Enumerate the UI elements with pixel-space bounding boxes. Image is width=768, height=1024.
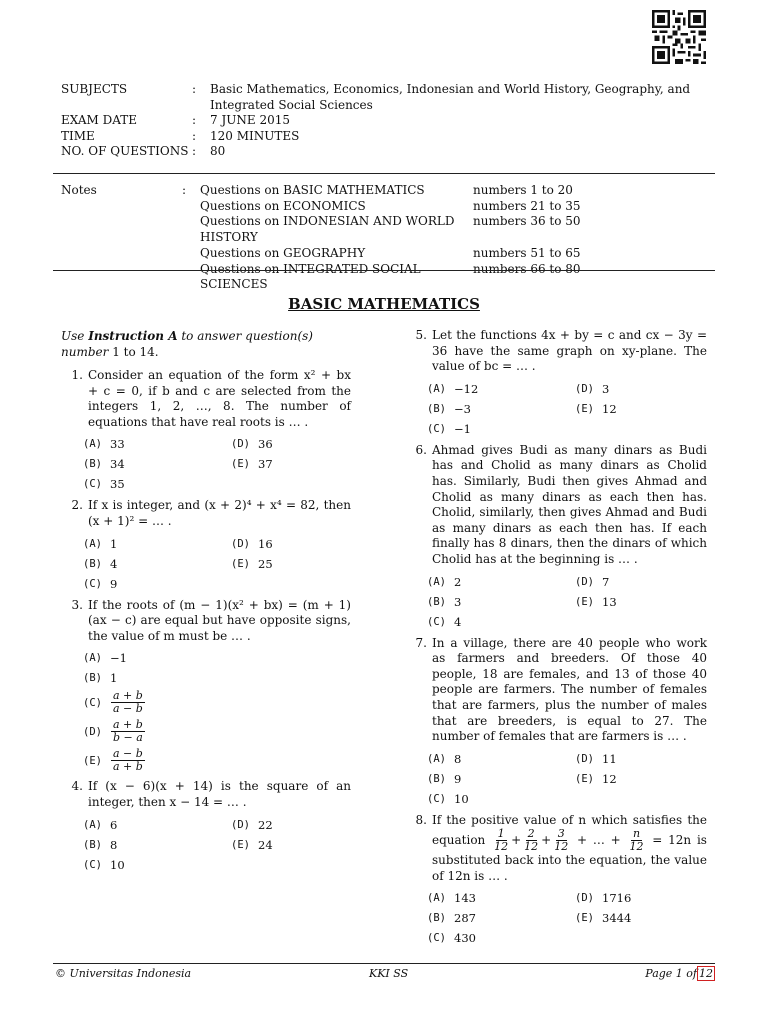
header-label: TIME [61, 128, 95, 143]
question-1: 1. Consider an equation of the form x² + bx + c = 0, if b and c are selected from the integers 1, 2, …, 8. The number of equations that have real roots is … . [71, 368, 351, 429]
footer-copyright: © Universitas Indonesia [55, 967, 192, 980]
option[interactable]: (C) 10 [427, 791, 469, 806]
option[interactable]: (A) 1 [83, 536, 118, 551]
question-5: 5. Let the functions 4x + by = c and cx − 3y = 36 have the same graph on xy-plane. The value of bc = … . [415, 328, 707, 374]
option[interactable]: (E) 24 [231, 837, 273, 852]
option[interactable]: (B) 4 [83, 556, 118, 571]
options-q4 [83, 817, 351, 873]
option[interactable]: (E) $\frac{a - b}{a + b}$ [83, 747, 143, 774]
option[interactable]: (E) 12 [575, 401, 617, 416]
options-q1 [83, 436, 351, 492]
options-q8 [427, 890, 707, 946]
options-q7 [427, 751, 707, 807]
option[interactable]: (B) 9 [427, 771, 462, 786]
header-value: 80 [210, 144, 226, 158]
option[interactable]: (D) 36 [231, 437, 273, 452]
option[interactable]: (B) −3 [427, 401, 471, 416]
options-q5 [427, 381, 707, 437]
option[interactable]: (D) 3 [575, 381, 610, 396]
options-q6 [427, 574, 707, 630]
question-6: 6. Ahmad gives Budi as many dinars as Budi has and Cholid as many dinars as Cholid has. Similarly, Budi then gives Ahmad and Cholid as many dinars as each then has. Cholid, similarly, then gives Ahmad and Budi as many dinars as each then has. If each finally has 8 dinars, then the dinars of which Cholid has at the beginning is … . [415, 442, 707, 566]
header-value: 120 MINUTES [210, 128, 300, 143]
option[interactable]: (B) 34 [83, 457, 125, 472]
footer-divider [53, 963, 715, 964]
option[interactable]: (E) 37 [231, 457, 273, 472]
question-3: 3. If the roots of (m − 1)(x² + bx) = (m + 1)(ax − c) are equal but have opposite signs, the value of m must be … . [71, 597, 351, 643]
option[interactable]: (C) −1 [427, 421, 471, 436]
left-column [61, 328, 351, 879]
option[interactable]: (D) 22 [231, 817, 273, 832]
option[interactable]: (C) 9 [83, 576, 118, 591]
option[interactable]: (C) $\frac{a + b}{a - b}$ [83, 689, 143, 716]
option[interactable]: (E) 25 [231, 556, 273, 571]
option[interactable]: (A) 143 [427, 891, 476, 906]
header-label: NO. OF QUESTIONS [61, 144, 189, 158]
option[interactable]: (B) 1 [83, 671, 118, 686]
option[interactable]: (E) 12 [575, 771, 617, 786]
option[interactable]: (B) 3 [427, 594, 462, 609]
header-divider [53, 173, 715, 174]
notes-divider [53, 270, 715, 271]
option[interactable]: (B) 8 [83, 837, 118, 852]
exam-header: SUBJECTS : Basic Mathematics, Economics, Indonesian and World History, Geography, and Integrated Social Sciences EXAM DATE : 7 JUNE 2015 TIME : 120 MINUTES NO. OF QUESTIONS : 80 [61, 82, 711, 160]
notes-block: Notes : Questions on BASIC MATHEMATICS numbers 1 to 20 Questions on ECONOMICS numbers 21 to 35 Questions on INDONESIAN AND WORLD HISTORY numbers 36 to 50 Questions on GEOGRAPHY numbers 51 to 65 Questions on INTEGRATED SOCIAL SCIENCES numbers 66 to 80 [61, 183, 581, 292]
option[interactable]: (B) 287 [427, 911, 476, 926]
option[interactable]: (E) 13 [575, 594, 617, 609]
qr-code-icon [652, 10, 706, 64]
header-value: 7 JUNE 2015 [210, 113, 290, 127]
instruction: Use Instruction A to answer question(s) number 1 to 14. [61, 329, 313, 359]
page-number: Page 1 of 12 [645, 967, 713, 980]
option[interactable]: (A) 33 [83, 437, 125, 452]
option[interactable]: (E) 3444 [575, 911, 632, 926]
option[interactable]: (A) −1 [83, 651, 127, 666]
option[interactable]: (D) 7 [575, 574, 610, 589]
option[interactable]: (A) 2 [427, 574, 462, 589]
option[interactable]: (C) 35 [83, 477, 125, 492]
footer-code: KKI SS [369, 967, 409, 980]
question-7: 7. In a village, there are 40 people who work as farmers and breeders. Of those 40 people, 18 are females, and 13 of those 40 people are farmers. The number of females that are farmers, plus the number of males that are breeders, is equal to 27. The number of females that are farmers is … . [415, 635, 707, 744]
option[interactable]: (D) $\frac{a + b}{b - a}$ [83, 718, 143, 745]
page-total-link[interactable]: 12 [699, 967, 713, 980]
option[interactable]: (A) −12 [427, 381, 479, 396]
option[interactable]: (C) 10 [83, 857, 125, 872]
header-value: Basic Mathematics, Economics, Indonesian and World History, Geography, and Integrated Social Sciences [210, 82, 691, 112]
question-8: 8. If the positive value of n which satisfies the equation $\frac{1}{12}$ + $\frac{2}{12}$ + $\frac{3}{12}$ + … + $\frac{n}{12}$ = 12n is substituted back into the equation, the value of 12n is … . [415, 812, 707, 883]
header-label: SUBJECTS [61, 82, 128, 96]
options-q3 [83, 650, 351, 773]
option[interactable]: (D) 11 [575, 751, 617, 766]
header-label: EXAM DATE [61, 113, 138, 127]
question-2: 2. If x is integer, and (x + 2)⁴ + x⁴ = 82, then (x + 1)² = … . [71, 498, 351, 528]
option[interactable]: (C) 430 [427, 931, 476, 946]
notes-label: Notes [61, 183, 97, 197]
option[interactable]: (A) 6 [83, 817, 118, 832]
option[interactable]: (C) 4 [427, 614, 462, 629]
option[interactable]: (D) 1716 [575, 891, 632, 906]
option[interactable]: (A) 8 [427, 751, 462, 766]
right-column [405, 328, 707, 952]
options-q2 [83, 536, 351, 592]
section-title: BASIC MATHEMATICS [288, 295, 480, 313]
option[interactable]: (D) 16 [231, 536, 273, 551]
question-4: 4. If (x − 6)(x + 14) is the square of an integer, then x − 14 = … . [71, 779, 351, 809]
